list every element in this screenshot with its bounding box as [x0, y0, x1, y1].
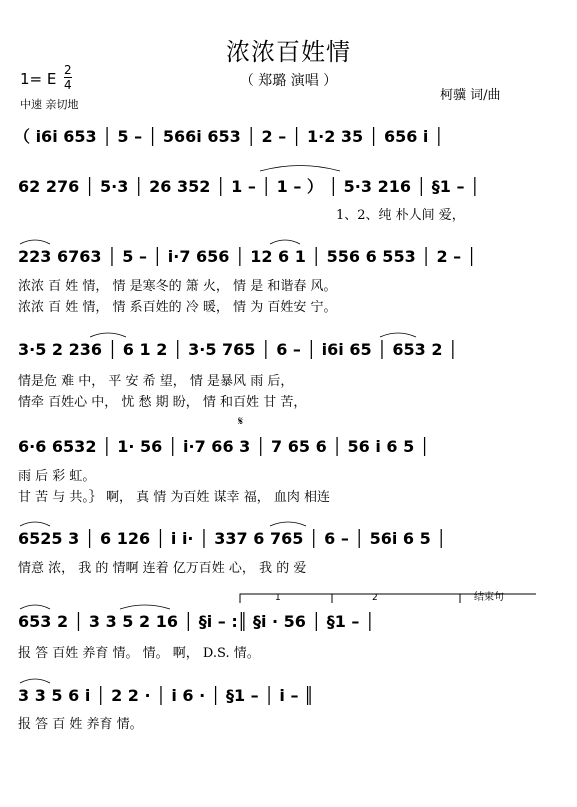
slur-arc	[90, 333, 126, 337]
page-title: 浓浓百姓情	[226, 38, 351, 66]
slur-arc	[270, 240, 300, 244]
slur-arc	[20, 522, 50, 526]
volta-1-label: 1	[275, 593, 281, 603]
score-row-3-lyric-1: 浓浓 百 姓 情， 情 是寒冬的 箫 火， 情 是 和谐春 风。	[18, 279, 337, 294]
coda-label: 结束句	[474, 592, 504, 603]
time-signature-top: 2	[64, 63, 72, 77]
volta-2-label: 2	[372, 593, 378, 603]
score-row-6-notes: 6525 3 │ 6 126 │ i i· │ 337 6 765 │ 6 – │ 56i 6 5 │	[18, 529, 446, 548]
slur-arc	[120, 605, 170, 609]
author-credit: 柯骥 词/曲	[440, 88, 501, 103]
score-row-4-lyric-1: 情是危 难 中， 平 安 希 望， 情 是暴风 雨 后，	[18, 374, 294, 389]
score-row-8-notes: 3 3 5 6 i │ 2 2 · │ i 6 · │ §1 – │ i – ║	[18, 686, 314, 705]
slur-arc	[20, 679, 50, 683]
slur-arc	[20, 240, 50, 244]
score-row-4-lyric-2: 情牵 百姓心 中， 忧 愁 期 盼， 情 和百姓 甘 苦，	[18, 395, 307, 410]
score-row-4-notes: 3·5 2 236 │ 6 1 2 │ 3·5 765 │ 6 – │ i6i 65 │ 653 2 │	[18, 340, 458, 359]
tie-arc	[260, 166, 340, 172]
score-row-3-notes: 223 6763 │ 5 – │ i·7 656 │ 12 6 1 │ 556 6 553 │ 2 – │	[18, 247, 477, 266]
performer-subtitle: （ 郑璐 演唱 ）	[239, 73, 338, 89]
slur-arc	[270, 522, 306, 526]
score-row-7-lyric-1: 报 答 百姓 养育 情。 情。 啊， D.S. 情。	[18, 646, 260, 661]
score-row-2-notes: 62 276 │ 5·3 │ 26 352 │ 1 – │ 1 – ） │ 5·3 216 │ §1 – │	[18, 177, 480, 196]
segno-mark: 𝄋	[238, 414, 244, 428]
score-row-3-lyric-2: 浓浓 百 姓 情， 情 系百姓的 冷 暖， 情 为 百姓安 宁。	[18, 300, 337, 315]
tempo-marking: 中速 亲切地	[20, 98, 79, 111]
score-row-5-lyric-1: 雨 后 彩 虹。	[18, 469, 96, 484]
key-signature: 1= E	[20, 70, 57, 88]
score-row-5-lyric-2: 甘 苦 与 共。｝ 啊， 真 情 为百姓 谋幸 福， 血肉 相连	[18, 490, 330, 505]
score-row-5-notes: 6·6 6532 │ 1· 56 │ i·7 66 3 │ 7 65 6 │ 56 i 6 5 │	[18, 437, 430, 456]
time-signature-bottom: 4	[64, 78, 72, 92]
score-row-2-lyric-1: 1、2、纯 朴人间 爱，	[336, 208, 465, 223]
slur-arc	[20, 605, 50, 609]
score-row-7-notes: 653 2 │ 3 3 5 2 16 │ §i – :║ §i · 56 │ §1 – │	[18, 612, 375, 631]
volta-bracket-2	[332, 594, 460, 603]
score-row-1-notes: （ i6i 653 │ 5 – │ 566i 653 │ 2 – │ 1·2 35 │ 656 i │	[14, 127, 444, 146]
score-row-8-lyric-1: 报 答 百 姓 养育 情。	[18, 717, 143, 732]
volta-bracket-1	[240, 594, 380, 603]
score-row-6-lyric-1: 情意 浓， 我 的 情啊 连着 亿万百姓 心， 我 的 爱	[18, 561, 307, 576]
slur-arc	[380, 333, 416, 337]
